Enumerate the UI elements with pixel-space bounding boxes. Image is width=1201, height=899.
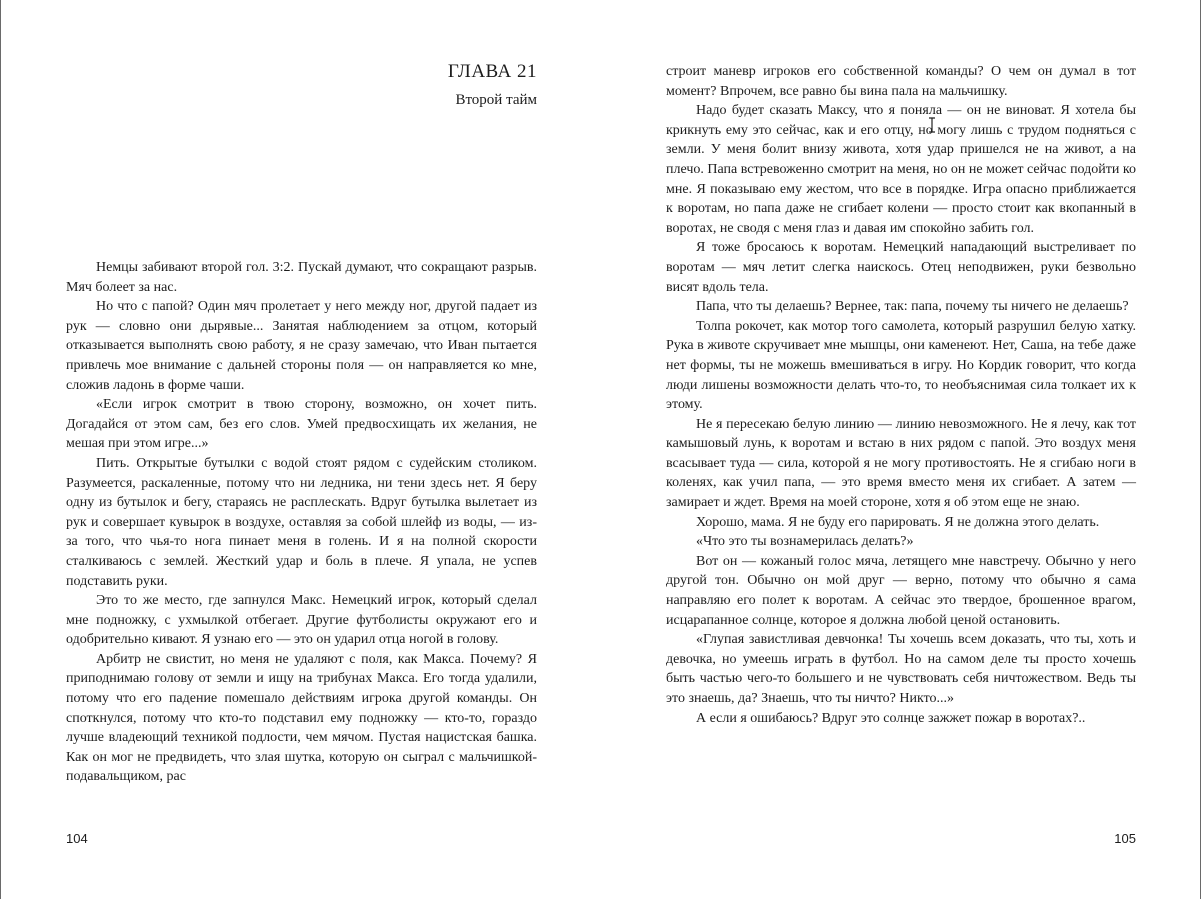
left-page-edge — [0, 0, 1, 899]
paragraph: А если я ошибаюсь? Вдруг это солнце зажжет пожар в воротах?.. — [696, 710, 1086, 726]
paragraph: Надо будет сказать Максу, что я поняла — он не виноват. Я хотела бы крикнуть ему это сейчас, как и его отцу, но могу лишь с трудом подняться с земли. У меня болит внизу живота, хотя удар пришелся не на живот, а на плечо. Папа встревоженно смотрит на меня, но он не может сейчас подойти ко мне. Я показываю ему жестом, что все в порядке. Игра опасно приближается к воротам, но папа даже не сгибает колени — просто стоит как вкопанный в воротах, не сводя с меня глаз и давая им спокойно забить гол. — [666, 103, 1136, 236]
left-page — [66, 0, 537, 899]
paragraph: «Если игрок смотрит в твою сторону, возможно, он хочет пить. Догадайся от этом сам, без его слов. Умей предвосхищать их желания, не мешая при этом игре...» — [66, 397, 537, 452]
chapter-title: ГЛАВА 21 — [447, 61, 537, 82]
right-page — [666, 0, 1136, 899]
paragraph: Немцы забивают второй гол. 3:2. Пускай думают, что сокращают разрыв. Мяч болеет за нас. — [66, 260, 537, 295]
page-number-left: 104 — [66, 831, 88, 846]
chapter-heading — [448, 60, 537, 110]
paragraph: Папа, что ты делаешь? Вернее, так: папа, почему ты ничего не делаешь? — [696, 299, 1129, 315]
paragraph: Толпа рокочет, как мотор того самолета, который разрушил белую хатку. Рука в животе скручивает мне мышцы, они каменеют. Нет, Саша, на тебе даже нет формы, ты не можешь вмешиваться в игру. Но Кордик говорит, что когда люди лишены возможности делать что-то, то необъяснимая сила толкает их к этому. — [666, 318, 1136, 413]
paragraph: Но что с папой? Один мяч пролетает у него между ног, другой падает из рук — словно они дырявые... Занятая наблюдением за отцом, который отказывается выполнять свою работу, я не сразу замечаю, что Иван пытается привлечь мое внимание с дальней стороны поля — он направляется ко мне, сложив ладонь в форме чаши. — [66, 299, 537, 393]
paragraph: «Глупая завистливая девчонка! Ты хочешь всем доказать, что ты, хоть и девочка, но умеешь играть в футбол. Но на самом деле ты просто хочешь быть частью чего-то большего и не чувствовать себя ничтожеством. Ведь ты это знаешь, да? Знаешь, что ты ничто? Никто...» — [666, 632, 1136, 706]
paragraph: Вот он — кожаный голос мяча, летящего мне навстречу. Обычно у него другой тон. Обычно он мой друг — верно, потому что обычно я сама направляю его полет к воротам. А сейчас это твердое, брошенное врагом, исцарапанное солнце, которое я должна любой ценой остановить. — [666, 553, 1136, 628]
chapter-subtitle: Второй тайм — [455, 92, 537, 108]
left-page-body — [66, 258, 537, 787]
paragraph: Арбитр не свистит, но меня не удаляют с поля, как Макса. Почему? Я приподнимаю голову от земли и ищу на трибунах Макса. Его тогда удалили, потому что его падение помешало действиям игрока другой команды. Он споткнулся, потому что кто-то подставил ему подножку — кто-то, гораздо лучше владеющий техникой подлости, чем мячом. Пустая нацистская башка. Как он мог не предвидеть, что злая шутка, которую он сыграл с мальчишкой-подавальщиком, рас — [66, 651, 537, 785]
page-number-right: 105 — [1114, 831, 1136, 846]
paragraph: Пить. Открытые бутылки с водой стоят рядом с судейским столиком. Разумеется, раскаленные, потому что ни ледника, ни тени здесь нет. Я беру одну из бутылок и бегу, стараясь не расплескать. Вдруг бутылка вылетает из рук и совершает кувырок в воздухе, оставляя за собой шлейф из воды, — из-за того, что чья-то нога пинает меня в голень. И я на полной скорости сталкиваюсь с землей. Жесткий удар и боль в плече. Я упала, не успев подставить руки. — [66, 455, 537, 589]
paragraph: Я тоже бросаюсь к воротам. Немецкий нападающий выстреливает по воротам — мяч летит слегка наискось. Отец неподвижен, руки безвольно висят вдоль тела. — [666, 240, 1136, 295]
paragraph: Хорошо, мама. Я не буду его парировать. Я не должна этого делать. — [696, 514, 1100, 530]
paragraph: Это то же место, где запнулся Макс. Немецкий игрок, который сделал мне подножку, с ухмылкой отбегает. Другие футболисты окружают его и одобрительно кивают. Я узнаю его — это он ударил отца ногой в голову. — [66, 593, 537, 648]
paragraph: Не я пересекаю белую линию — линию невозможного. Не я лечу, как тот камышовый лунь, к воротам и встаю в них рядом с папой. Это воздух меня всасывает туда — сила, которой я не могу противостоять. Не я сгибаю ноги в коленях, как учил папа, — это время вместо меня их сгибает. А затем — замирает и ждет. Время на моей стороне, хотя я об этом еще не знаю. — [666, 416, 1136, 511]
text-cursor-icon — [928, 117, 936, 133]
paragraph-continued: строит маневр игроков его собственной команды? О чем он думал в тот момент? Впрочем, все равно бы вина пала на мальчишку. — [666, 64, 1136, 99]
paragraph: «Что это ты вознамерилась делать?» — [696, 534, 914, 550]
right-page-body — [666, 62, 1136, 728]
